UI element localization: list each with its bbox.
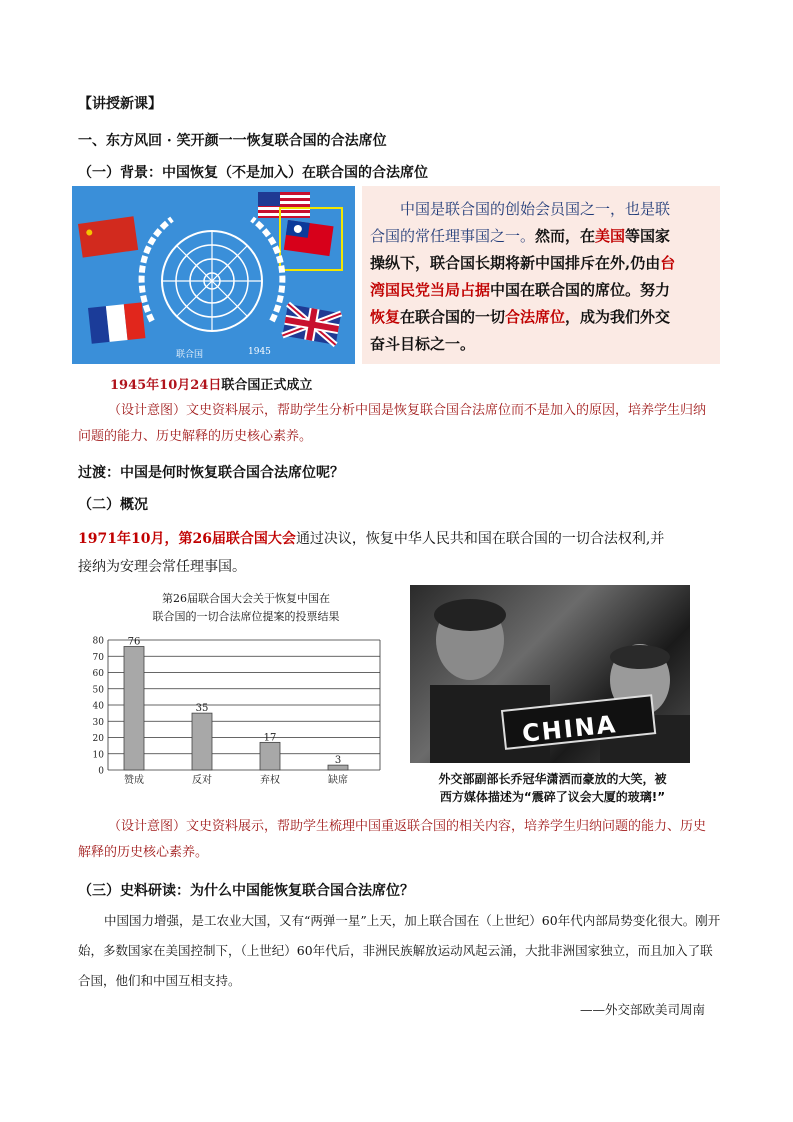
chart-title-line-1: 第26届联合国大会关于恢复中国在 [162,592,330,605]
intro-line-5a: 在联合国的一切 [400,308,506,326]
roc-flag-icon [284,220,334,256]
intro-line-3-text: 操纵下，联合国长期将新中国排斥在外,仍由 [370,254,661,272]
intro-legal: 合法席位 [505,308,566,326]
overview-text-2: 接纳为安理会常任理事国。 [78,559,246,575]
intro-line-5b: ，成为我们外交 [565,308,671,326]
intro-text [370,196,715,250]
photo-caption-line-1: 外交部副部长乔冠华潇洒而豪放的大笑，被 [438,772,667,786]
overview-text-1: 通过决议，恢复中华人民共和国在联合国的一切合法权利,并 [295,531,665,547]
founding-line [110,374,312,393]
photo-caption [410,770,695,806]
chart-ytick-label: 40 [92,701,104,712]
chart-category-label: 缺席 [328,775,348,786]
china-sign: CHINA [520,710,619,748]
intro-line-6: 奋斗目标之一。 [370,335,476,353]
un-flag-image [72,186,355,364]
founding-text: 联合国正式成立 [221,378,313,393]
un-emblem-icon [72,186,355,364]
chart-ytick-label: 20 [92,734,104,744]
intro-restore: 恢复 [370,308,401,326]
transition-text: 过渡：中国是何时恢复联合国合法席位呢？ [78,465,344,481]
chart-title-line-2: 联合国的一切合法席位提案的投票结果 [152,610,340,623]
founding-date: 1945年10月24日 [110,378,222,393]
chart-ytick-label: 70 [92,652,104,663]
chart-data-label: 76 [127,636,141,648]
chart-ytick-label: 50 [92,685,104,696]
vote-chart [86,590,386,790]
heading-background: （一）背景：中国恢复（不是加入）在联合国的合法席位 [78,165,428,181]
reading-source: ——外交部欧美司周南 [580,1002,706,1017]
chart-data-label: 3 [334,755,342,767]
chart-data-label: 17 [263,732,277,744]
chart-bar [260,742,280,770]
chart-category-label: 弃权 [260,775,280,786]
design-intent-1: （设计意图）文史资料展示，帮助学生分析中国是恢复联合国合法席位而不是加入的原因，培养学生归纳问题的能力、历史解释的历史核心素养。 [78,403,707,444]
heading-main: 一、东方风回 · 笑开颜一一恢复联合国的合法席位 [78,133,387,149]
soviet-flag-icon [78,216,138,257]
intro-taiwan-2: 湾国民党当局占据 [370,281,491,299]
intro-line-2a: 合国的常任理事国之一。 [370,227,536,245]
heading-reading: （三）史料研读：为什么中国能恢复联合国合法席位？ [78,883,414,899]
design-intent-2: （设计意图）文史资料展示，帮助学生梳理中国重返联合国的相关内容，培养学生归纳问题的能力、历史解释的历史核心素养。 [78,819,707,860]
chart-category-label: 赞成 [124,775,144,786]
chart-data-label: 35 [195,703,209,715]
chart-ytick-label: 60 [92,669,104,679]
france-flag-icon [88,302,145,343]
chart-category-label: 反对 [192,775,212,786]
uk-flag-icon [282,304,341,345]
intro-line-1: 中国是联合国的创始会员国之一，也是联 [400,200,671,218]
overview-date: 1971年10月 [78,531,165,547]
intro-taiwan-1b: 台 [660,254,676,272]
qiao-guanhua-photo [410,585,690,763]
us-flag-icon [258,192,310,218]
chart-ytick-label: 10 [92,750,104,761]
chart-bar [124,647,144,771]
chart-svg [86,590,386,790]
intro-line-4: 中国在联合国的席位。努力 [490,281,671,299]
section-label: 【讲授新课】 [78,96,162,112]
overview-paragraph: 1971年10月，第26届联合国大会通过决议，恢复中华人民共和国在联合国的一切合法权利,并 接纳为安理会常任理事国。 [78,531,665,575]
chart-ytick-label: 80 [92,636,104,647]
intro-us: 美国 [595,227,626,245]
intro-line-2b: 然而，在 [535,227,596,245]
photo-caption-line-2: 西方媒体描述为“震碎了议会大厦的玻璃!” [439,790,666,804]
heading-overview: （二）概况 [78,497,148,513]
chart-ytick-label: 0 [98,766,104,777]
intro-line-2c: 等国家 [625,227,671,245]
reading-paragraph: 中国国力增强，是工农业大国，又有“两弹一星”上天，加上联合国在（上世纪）60年代内部局势变化很大。刚开始，多数国家在美国控制下，（上世纪）60年代后，非洲民族解放运动风起云涌，大批非洲国家独立，而且加入了联合国，他们和中国互相支持。 [78,913,721,988]
overview-session: 第26届联合国大会 [178,531,296,547]
un-year: 1945 [248,347,271,357]
chart-ytick-label: 30 [92,717,104,728]
intro-lines-cont [370,250,720,358]
un-caption: 联合国 [176,350,204,360]
chart-bar [192,713,212,770]
